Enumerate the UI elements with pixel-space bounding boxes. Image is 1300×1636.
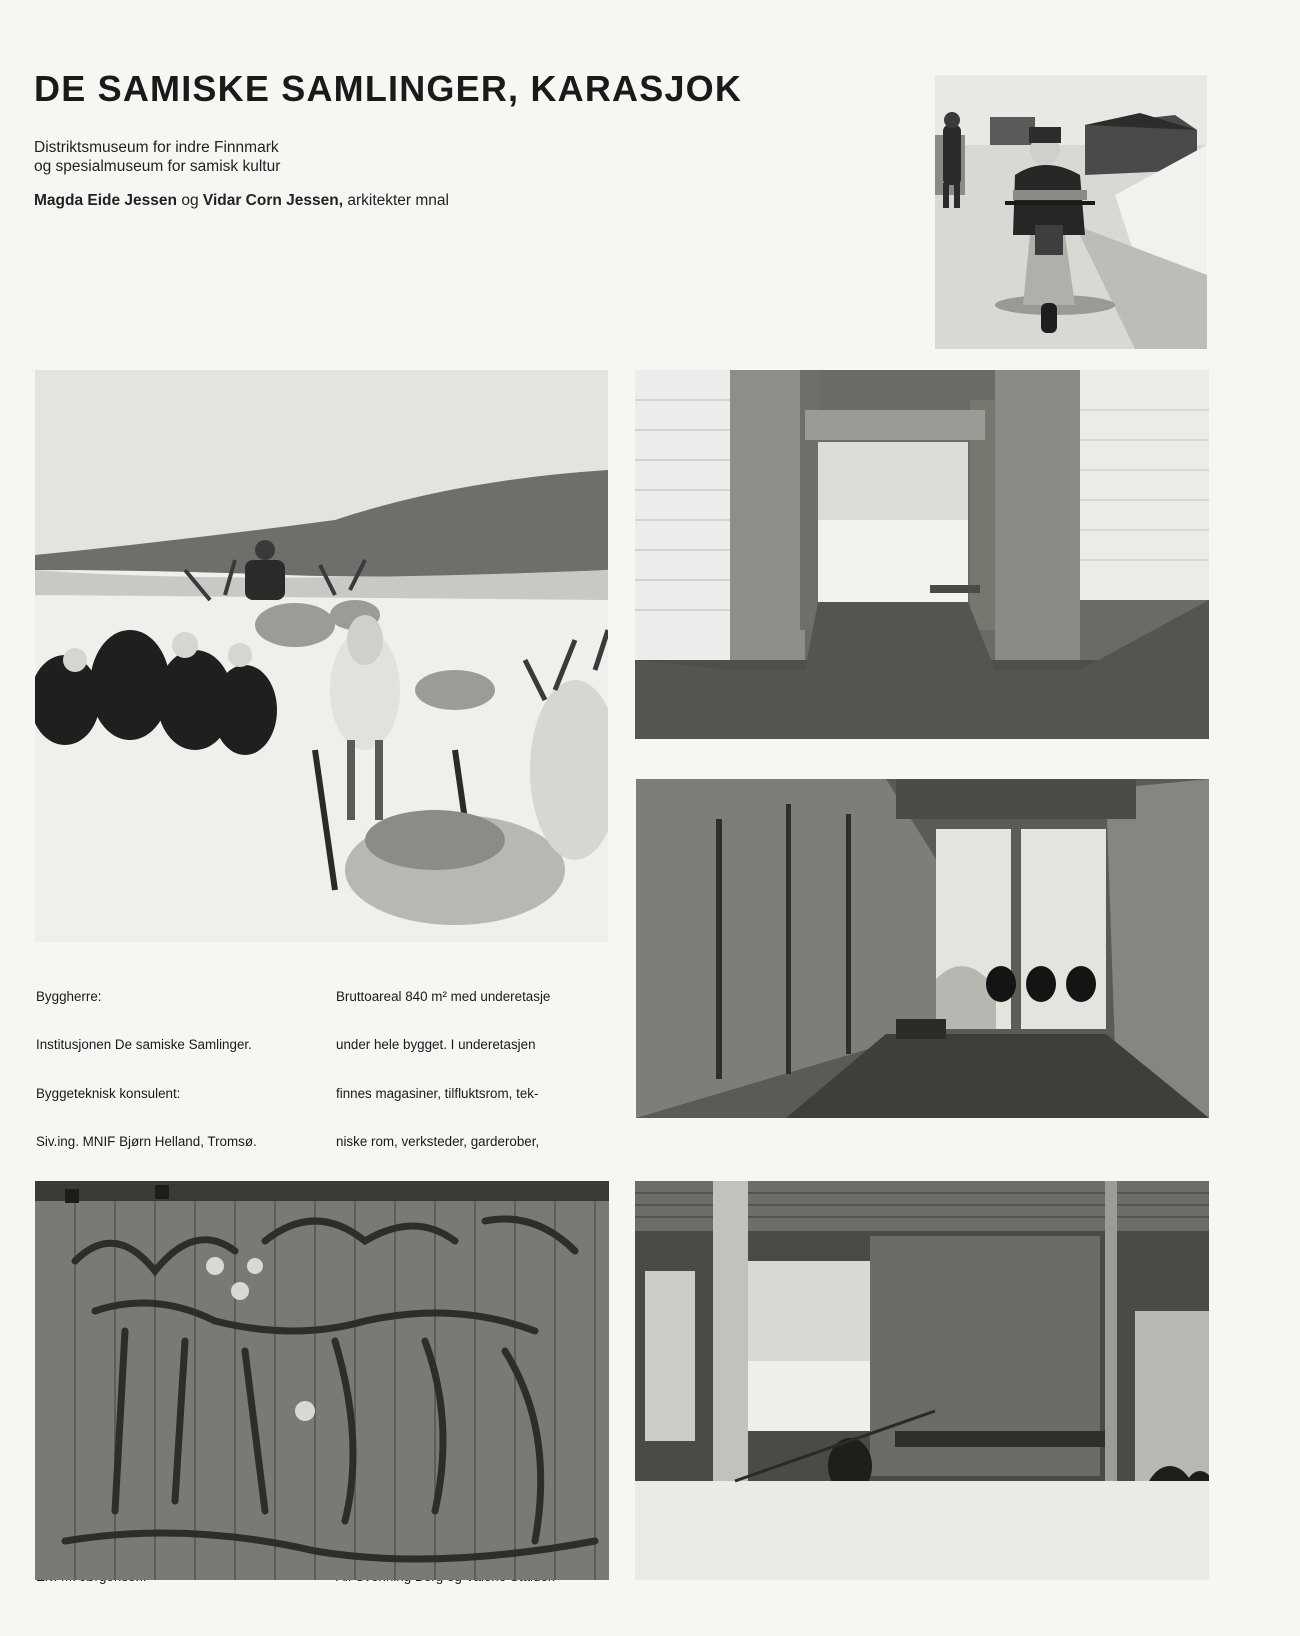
description-line: Bruttoareal 840 m² med underetasje — [336, 989, 551, 1005]
description-line: niske rom, verksteder, garderober, — [336, 1134, 540, 1150]
subtitle-line-2: og spesialmuseum for samisk kultur — [34, 158, 281, 175]
photo-scooter-rider — [935, 75, 1207, 349]
credit-line: Byggeteknisk konsulent: — [36, 1085, 181, 1101]
credit-line: Byggherre: — [36, 989, 102, 1005]
photo-concrete-relief — [35, 1181, 609, 1580]
subtitle-line-1: Distriktsmuseum for indre Finnmark — [34, 139, 279, 156]
photo-gallery-chairs — [636, 779, 1209, 1118]
subtitle — [34, 138, 280, 176]
architect-2: Vidar Corn Jessen, — [202, 192, 344, 209]
architect-1: Magda Eide Jessen — [34, 192, 178, 209]
photo-interior-column — [635, 1181, 1209, 1580]
authors-connector: og — [181, 192, 199, 209]
authors-line — [34, 192, 449, 210]
credit-line: Siv.ing. MNIF Bjørn Helland, Tromsø. — [36, 1134, 257, 1150]
description-line: finnes magasiner, tilfluktsrom, tek- — [336, 1085, 539, 1101]
photo-reindeer-sleds — [35, 370, 608, 942]
description-line: under hele bygget. I underetasjen — [336, 1037, 536, 1053]
photo-hall-concrete — [635, 370, 1209, 739]
architect-role: arkitekter mnal — [347, 192, 449, 209]
page-title: DE SAMISKE SAMLINGER, KARASJOK — [34, 68, 743, 109]
credit-line: Institusjonen De samiske Samlinger. — [36, 1037, 252, 1053]
